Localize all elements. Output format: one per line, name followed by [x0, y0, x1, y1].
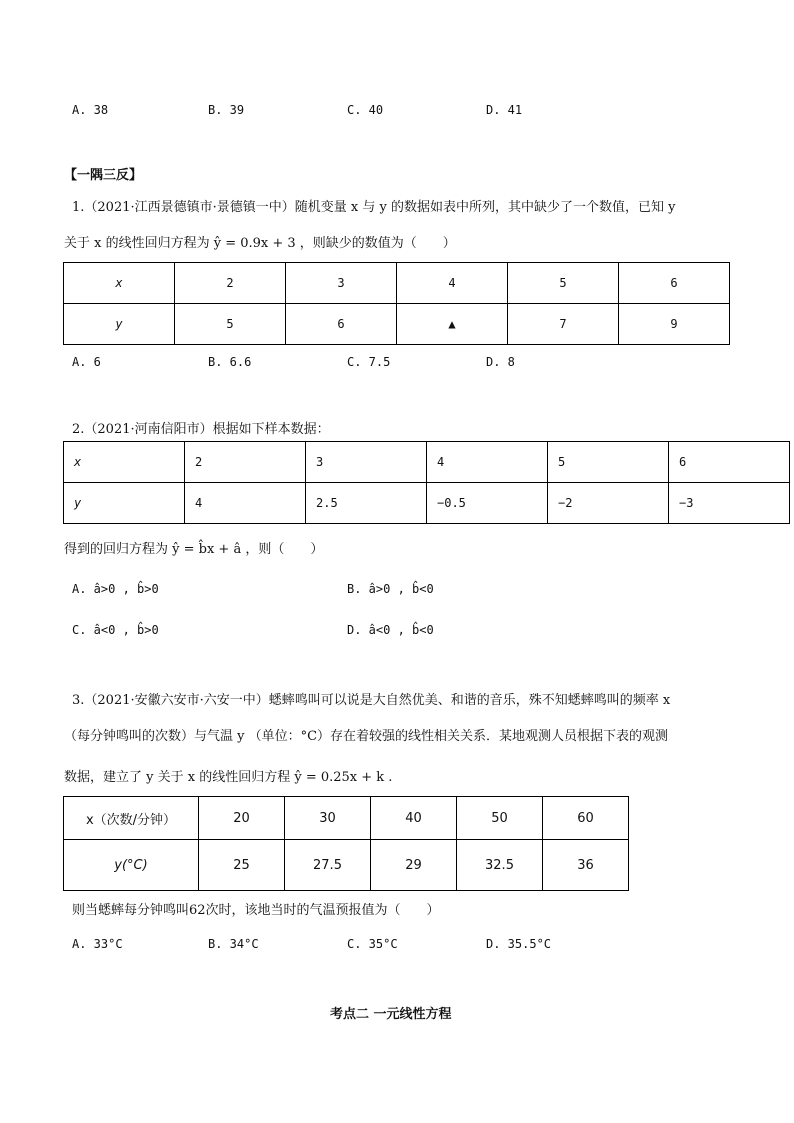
q2-cell: 4: [185, 483, 306, 524]
q2-cell: 3: [306, 442, 427, 483]
table-row: [64, 304, 730, 345]
q2-option-a: A. â>0 , b̂>0: [72, 582, 159, 596]
table-row: [64, 263, 730, 304]
q1-cell: 3: [286, 263, 397, 304]
q2-line1: 2.（2021·河南信阳市）根据如下样本数据：: [72, 422, 330, 437]
q3-cell: 25: [199, 840, 285, 891]
q2-option-d: D. â<0 , b̂<0: [347, 623, 434, 637]
q1-cell: 5: [508, 263, 619, 304]
q2-cell: 2: [185, 442, 306, 483]
q2-cell: −2: [548, 483, 669, 524]
top-option-d: D. 41: [486, 103, 523, 117]
q3-option-b: B. 34°C: [208, 937, 259, 951]
q1-option-a: A. 6: [72, 355, 101, 369]
q3-cell: 32.5: [457, 840, 543, 891]
q1-cell: x: [64, 263, 175, 304]
top-option-b: B. 39: [208, 103, 245, 117]
q3-cell: 60: [543, 797, 629, 840]
q1-table: [63, 262, 730, 345]
table-row: [64, 483, 790, 524]
q3-option-d: D. 35.5°C: [486, 937, 552, 951]
q1-cell: 9: [619, 304, 730, 345]
q3-cell: 40: [371, 797, 457, 840]
q2-cell: x: [64, 442, 185, 483]
q3-option-c: C. 35°C: [347, 937, 398, 951]
q3-cell: 36: [543, 840, 629, 891]
q2-option-c: C. â<0 , b̂>0: [72, 623, 159, 637]
q3-cell: 50: [457, 797, 543, 840]
q2-table: [63, 441, 790, 524]
q3-option-a: A. 33°C: [72, 937, 123, 951]
q3-line3: 数据，建立了 y 关于 x 的线性回归方程 ŷ = 0.25x + k .: [64, 770, 393, 785]
q1-cell: 5: [175, 304, 286, 345]
q1-line1: 1.（2021·江西景德镇市·景德镇一中）随机变量 x 与 y 的数据如表中所列，其中缺少了一个数值，已知 y: [72, 200, 676, 215]
q1-cell: 2: [175, 263, 286, 304]
q1-cell: ▲: [397, 304, 508, 345]
q2-cell: 4: [427, 442, 548, 483]
q1-cell: 6: [286, 304, 397, 345]
q1-cell: 7: [508, 304, 619, 345]
q2-cell: −0.5: [427, 483, 548, 524]
q1-cell: y: [64, 304, 175, 345]
table-row: [64, 840, 629, 891]
section-heading: 【一隅三反】: [64, 168, 143, 183]
top-option-a: A. 38: [72, 103, 109, 117]
q1-line2: 关于 x 的线性回归方程为 ŷ = 0.9x + 3 ，则缺少的数值为（ ）: [64, 236, 456, 251]
q1-cell: 4: [397, 263, 508, 304]
q2-cell: 6: [669, 442, 790, 483]
q2-cell: −3: [669, 483, 790, 524]
q3-line4: 则当蟋蟀每分钟鸣叫62次时，该地当时的气温预报值为（ ）: [72, 903, 440, 918]
q2-cell: 5: [548, 442, 669, 483]
table-row: [64, 442, 790, 483]
q3-cell: 30: [285, 797, 371, 840]
footer-heading: 考点二 一元线性方程: [330, 1007, 452, 1022]
q1-option-d: D. 8: [486, 355, 515, 369]
q2-cell: y: [64, 483, 185, 524]
q3-cell: 29: [371, 840, 457, 891]
q3-cell: x（次数/分钟）: [64, 797, 199, 840]
top-option-c: C. 40: [347, 103, 384, 117]
table-row: [64, 797, 629, 840]
q3-table: [63, 796, 629, 891]
q3-cell: 20: [199, 797, 285, 840]
q1-option-b: B. 6.6: [208, 355, 252, 369]
q3-cell: y(°C): [64, 840, 199, 891]
q1-option-c: C. 7.5: [347, 355, 391, 369]
q2-option-b: B. â>0 , b̂<0: [347, 582, 434, 596]
q2-line2: 得到的回归方程为 ŷ = b̂x + â ，则（ ）: [64, 542, 324, 557]
q2-cell: 2.5: [306, 483, 427, 524]
q3-line1: 3.（2021·安徽六安市·六安一中）蟋蟀鸣叫可以说是大自然优美、和谐的音乐，殊不知蟋蟀鸣叫的频率 x: [72, 693, 671, 708]
q3-line2: （每分钟鸣叫的次数）与气温 y （单位：°C）存在着较强的线性相关关系．某地观测人员根据下表的观测: [64, 729, 669, 744]
q3-cell: 27.5: [285, 840, 371, 891]
q1-cell: 6: [619, 263, 730, 304]
